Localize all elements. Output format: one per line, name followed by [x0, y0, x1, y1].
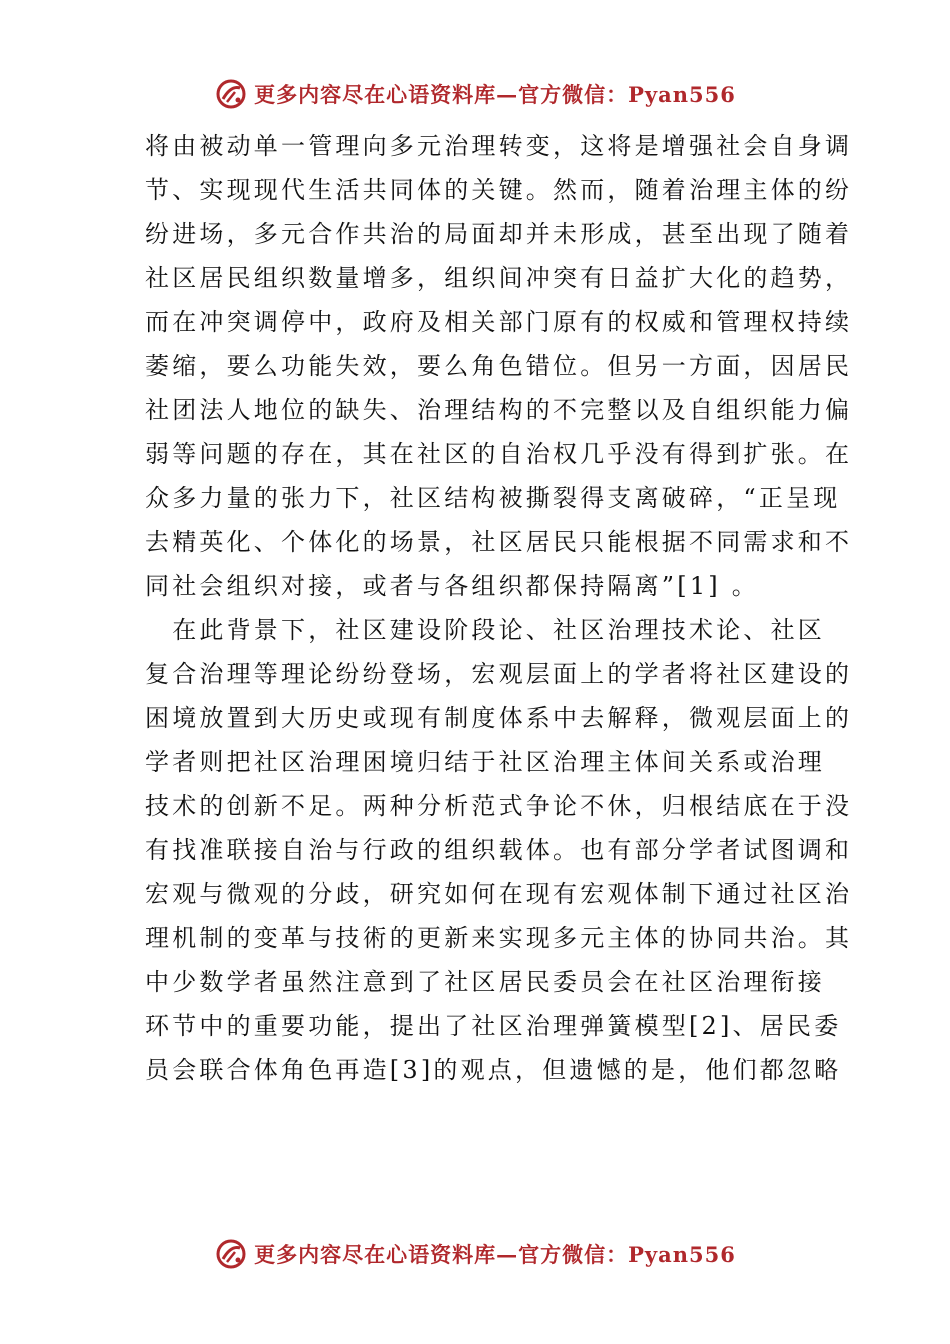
- body-line: 员会联合体角色再造[3]的观点，但遗憾的是，他们都忽略: [145, 1056, 842, 1084]
- body-line: 复合治理等理论纷纷登场，宏观层面上的学者将社区建设的: [145, 660, 853, 688]
- body-line: 在此背景下，社区建设阶段论、社区治理技术论、社区: [145, 616, 825, 644]
- header-banner: [0, 74, 950, 114]
- body-line: 宏观与微观的分歧，研究如何在现有宏观体制下通过社区治: [145, 880, 853, 908]
- document-body: [145, 124, 853, 1092]
- header-banner-text: 更多内容尽在心语资料库—官方微信：Pyan556: [254, 82, 736, 107]
- brand-logo-icon: [214, 77, 248, 111]
- body-line: 将由被动单一管理向多元治理转变，这将是增强社会自身调: [145, 132, 853, 160]
- body-line: 理机制的变革与技術的更新来实现多元主体的协同共治。其: [145, 924, 853, 952]
- footer-banner: [0, 1234, 950, 1274]
- body-line: 技术的创新不足。两种分析范式争论不休，归根结底在于没: [145, 792, 853, 820]
- body-line: 有找准联接自治与行政的组织载体。也有部分学者试图调和: [145, 836, 853, 864]
- body-line: 困境放置到大历史或现有制度体系中去解释，微观层面上的: [145, 704, 853, 732]
- body-line: 社区居民组织数量增多，组织间冲突有日益扩大化的趋势，: [145, 264, 853, 292]
- footer-banner-text: 更多内容尽在心语资料库—官方微信：Pyan556: [254, 1242, 736, 1267]
- body-line: 萎缩，要么功能失效，要么角色错位。但另一方面，因居民: [145, 352, 853, 380]
- body-line: 环节中的重要功能，提出了社区治理弹簧模型[2]、居民委: [145, 1012, 842, 1040]
- body-line: 而在冲突调停中，政府及相关部门原有的权威和管理权持续: [145, 308, 853, 336]
- body-line: 众多力量的张力下，社区结构被撕裂得支离破碎，“正呈现: [145, 484, 841, 512]
- brand-logo-icon: [214, 1237, 248, 1271]
- body-line: 去精英化、个体化的场景，社区居民只能根据不同需求和不: [145, 528, 853, 556]
- body-line: 纷进场，多元合作共治的局面却并未形成，甚至出现了随着: [145, 220, 853, 248]
- body-line: 中少数学者虽然注意到了社区居民委员会在社区治理衔接: [145, 968, 825, 996]
- body-line: 社团法人地位的缺失、治理结构的不完整以及自组织能力偏: [145, 396, 853, 424]
- body-line: 学者则把社区治理困境归结于社区治理主体间关系或治理: [145, 748, 825, 776]
- body-line: 节、实现现代生活共同体的关键。然而，随着治理主体的纷: [145, 176, 853, 204]
- body-line: 弱等问题的存在，其在社区的自治权几乎没有得到扩张。在: [145, 440, 853, 468]
- body-line: 同社会组织对接，或者与各组织都保持隔离”[1] 。: [145, 572, 759, 600]
